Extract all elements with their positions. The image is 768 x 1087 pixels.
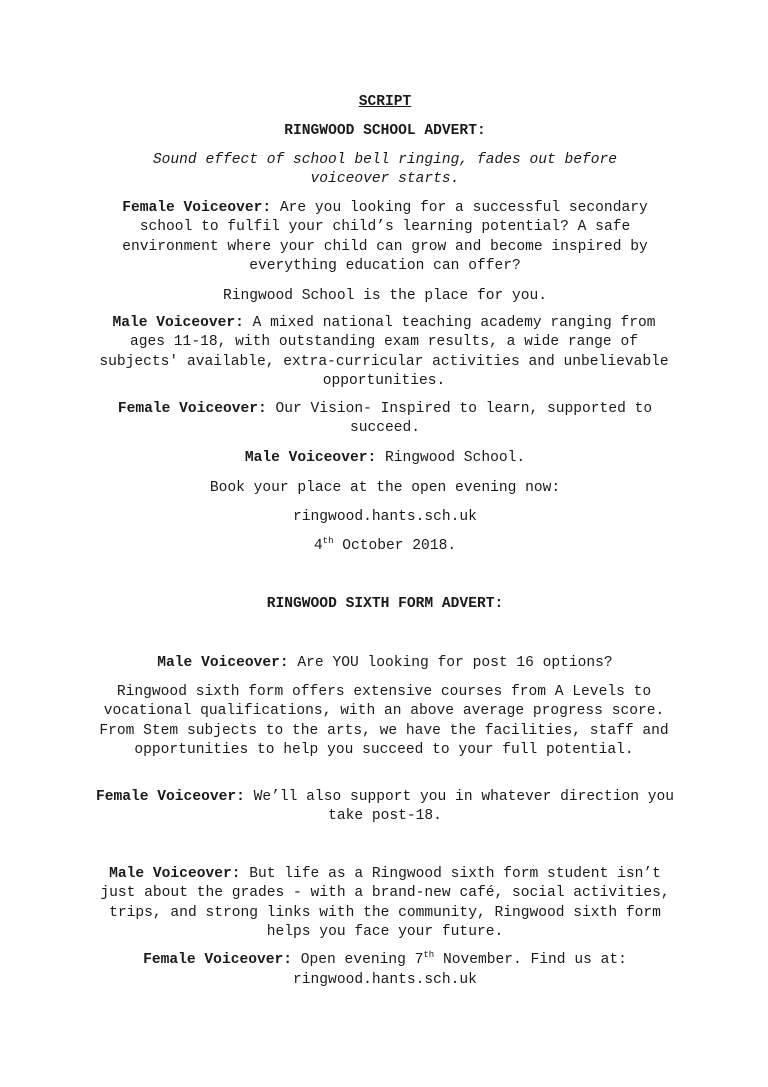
sixth-form-female-voiceover-2 [90, 951, 680, 970]
sound-effect-direction: Sound effect of school bell ringing, fades out before voiceover starts. [152, 152, 618, 188]
male-voiceover-line-2 [90, 449, 680, 468]
line-text: Are you looking for a successful secondary school to fulfil your child’s learning potential? A safe environment where your child can grow and become inspired by everything education can offer? [122, 200, 648, 274]
speaker-label: Male Voiceover: [244, 450, 377, 466]
school-url: ringwood.hants.sch.uk [293, 509, 477, 525]
sixth-form-url: ringwood.hants.sch.uk [293, 972, 477, 988]
female-voiceover-line-1 [96, 199, 674, 276]
date-suffix: th [322, 536, 334, 547]
line-text: Are YOU looking for post 16 options? [288, 655, 613, 671]
speaker-label: Female Voiceover: [95, 789, 245, 805]
speaker-label: Female Voiceover: [122, 200, 272, 216]
speaker-label: Female Voiceover: [143, 952, 293, 968]
line-text: Ringwood School. [376, 450, 526, 466]
sixth-form-male-voiceover-1 [90, 654, 680, 673]
date-suffix: th [423, 950, 435, 961]
script-title: SCRIPT [358, 94, 412, 110]
line-text: Our Vision- Inspired to learn, supported to succeed. [266, 401, 653, 437]
female-voiceover-line-2 [96, 400, 674, 439]
date-rest: October 2018. [333, 538, 457, 554]
book-open-evening: Book your place at the open evening now: [209, 480, 561, 496]
open-evening-date [90, 537, 680, 556]
sixth-form-advert-heading: RINGWOOD SIXTH FORM ADVERT: [266, 596, 504, 612]
sixth-form-description: Ringwood sixth form offers extensive courses from A Levels to vocational qualifications, with an above average progress score. From Stem subjects to the arts, we have the facilities, staff and opportunities to help you succeed to your full potential. [99, 684, 669, 758]
speaker-label: Male Voiceover: [109, 866, 241, 882]
date-day: 4 [313, 538, 323, 554]
speaker-label: Male Voiceover: [112, 315, 244, 331]
line-text: We’ll also support you in whatever direction you take post-18. [244, 789, 675, 825]
speaker-label: Female Voiceover: [117, 401, 267, 417]
line-text: Open evening 7 [292, 952, 424, 968]
line-text: But life as a Ringwood sixth form student isn’t just about the grades - with a brand-new café, social activities, trips, and strong links with the community, Ringwood sixth form helps you face your future. [100, 866, 670, 940]
line-text: A mixed national teaching academy ranging from ages 11-18, with outstanding exam results, a wide range of subjects' available, extra-curricular activities and unbelievable opportunities. [99, 315, 669, 389]
school-tagline: Ringwood School is the place for you. [222, 288, 548, 304]
speaker-label: Male Voiceover: [157, 655, 289, 671]
male-voiceover-line-1 [92, 314, 676, 391]
sixth-form-female-voiceover-1 [94, 788, 676, 827]
line-text-end: November. Find us at: [434, 952, 627, 968]
sixth-form-male-voiceover-2 [100, 865, 670, 942]
school-advert-heading: RINGWOOD SCHOOL ADVERT: [284, 123, 486, 139]
